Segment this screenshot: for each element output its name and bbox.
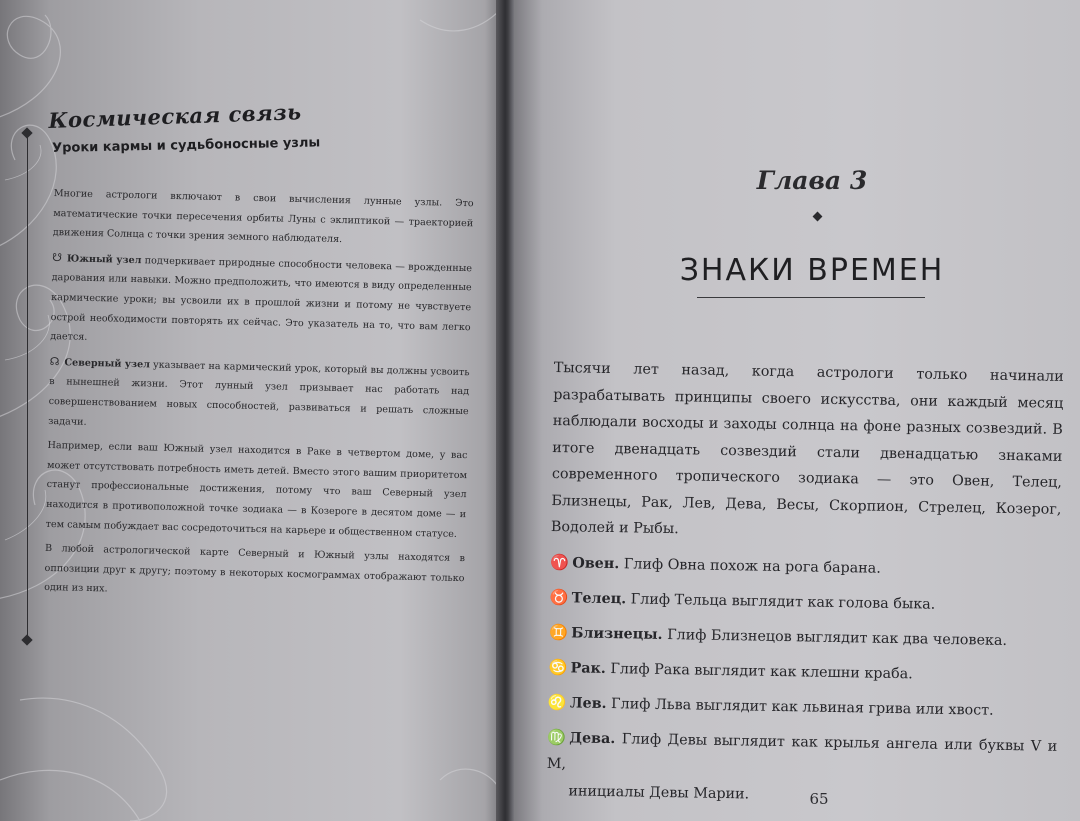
sidebar-rule bbox=[27, 133, 28, 638]
cancer-icon: ♋ bbox=[548, 657, 568, 676]
chapter-body bbox=[546, 355, 1064, 820]
book-gutter bbox=[496, 0, 516, 821]
sign-description: Глиф Рака выглядит как клешни краба. bbox=[610, 660, 913, 682]
north-node-icon: ☊ bbox=[49, 354, 60, 368]
virgo-icon: ♍ bbox=[547, 727, 567, 746]
diamond-ornament-icon bbox=[813, 212, 823, 222]
sign-description: Глиф Льва выглядит как львиная грива или хвост. bbox=[610, 695, 994, 719]
left-page bbox=[0, 0, 500, 821]
paragraph: Например, если ваш Южный узел находится в Раке в четвертом доме, у вас может отсутствовать потребность иметь детей. Вместо этого вашим приоритетом станут профессиональные достижения, потому что ваш Северный узел находится в противоположной точке зодиака — в Козероге в десятом доме — и тем самым побуждает вас сосредоточиться на карьере и общественном статусе. bbox=[45, 440, 468, 540]
list-item bbox=[548, 653, 1058, 689]
south-node-text: подчеркивает природные способности человека — врожденные дарования или навыки. Можно предположить, что имеются в виду определенные кармические уроки; вы усвоили их в прошлой жизни и потому не чувствуете острой необходимости повторять их сейчас. Это указатель на то, что вам легко дается. bbox=[50, 255, 473, 344]
paragraph: Многие астрологи включают в свои вычисления лунные узлы. Это математические точки пересечения орбиты Луны с эклиптикой — траекторией движения Солнца с точки зрения земного наблюдателя. bbox=[52, 187, 474, 246]
north-node-label: Северный узел bbox=[64, 357, 151, 371]
north-node-text: указывает на кармический урок, который вы должны усвоить в нынешней жизни. Этот лунный узел призывает нас работать над совершенствованием новых способностей, развиваться и решать сложные задачи. bbox=[48, 359, 470, 428]
list-item bbox=[549, 618, 1059, 654]
list-item bbox=[550, 548, 1060, 584]
page-number: 65 bbox=[809, 790, 829, 808]
right-page bbox=[514, 0, 1080, 821]
sidebar-body bbox=[44, 184, 474, 613]
intro-paragraph: Тысячи лет назад, когда астрологи только начинали разрабатывать принципы своего искусства, они каждый месяц наблюдали восходы и заходы солнца на фоне разных созвездий. В итоге двенадцать созвездий стали двенадцатью знаками современного тропического зодиака — это Овен, Телец, Близнецы, Рак, Лев, Дева, Весы, Скорпион, Стрелец, Козерог, Водолей и Рыбы. bbox=[550, 359, 1064, 538]
sidebar-subtitle: Уроки кармы и судьбоносные узлы bbox=[52, 135, 321, 156]
list-item bbox=[548, 688, 1058, 724]
leo-icon: ♌ bbox=[547, 692, 567, 711]
sign-name: Дева. bbox=[569, 729, 616, 747]
taurus-icon: ♉ bbox=[549, 587, 569, 606]
sign-name: Лев. bbox=[569, 694, 607, 712]
south-node-paragraph bbox=[50, 248, 472, 357]
chapter-label: Глава 3 bbox=[756, 166, 868, 195]
paragraph: В любой астрологической карте Северный и Южный узлы находятся в оппозиции друг к другу; поэтому в некоторых космограммах отображают только один из них. bbox=[44, 542, 466, 595]
sign-name: Рак. bbox=[570, 659, 607, 677]
aries-icon: ♈ bbox=[550, 552, 570, 571]
gemini-icon: ♊ bbox=[549, 622, 569, 641]
sign-description: Глиф Тельца выглядит как голова быка. bbox=[630, 590, 936, 613]
sign-description: Глиф Девы выглядит как крылья ангела или буквы V и M, bbox=[546, 730, 1058, 773]
chapter-title: ЗНАКИ ВРЕМЕН bbox=[679, 253, 945, 288]
sign-description: Глиф Овна похож на рога барана. bbox=[623, 555, 881, 577]
list-item bbox=[550, 583, 1060, 619]
sidebar-title: Космическая связь bbox=[48, 99, 302, 133]
sign-description: Глиф Близнецов выглядит как два человека. bbox=[667, 626, 1008, 649]
south-node-label: Южный узел bbox=[66, 253, 142, 266]
sign-name: Овен. bbox=[572, 554, 620, 572]
sign-name: Телец. bbox=[571, 589, 627, 607]
sign-description-continued: инициалы Девы Марии. bbox=[568, 782, 750, 802]
north-node-paragraph bbox=[48, 352, 470, 442]
sign-name: Близнецы. bbox=[571, 624, 663, 643]
south-node-icon: ☋ bbox=[52, 250, 63, 264]
title-underline bbox=[697, 297, 925, 298]
zodiac-sign-list bbox=[546, 548, 1060, 812]
